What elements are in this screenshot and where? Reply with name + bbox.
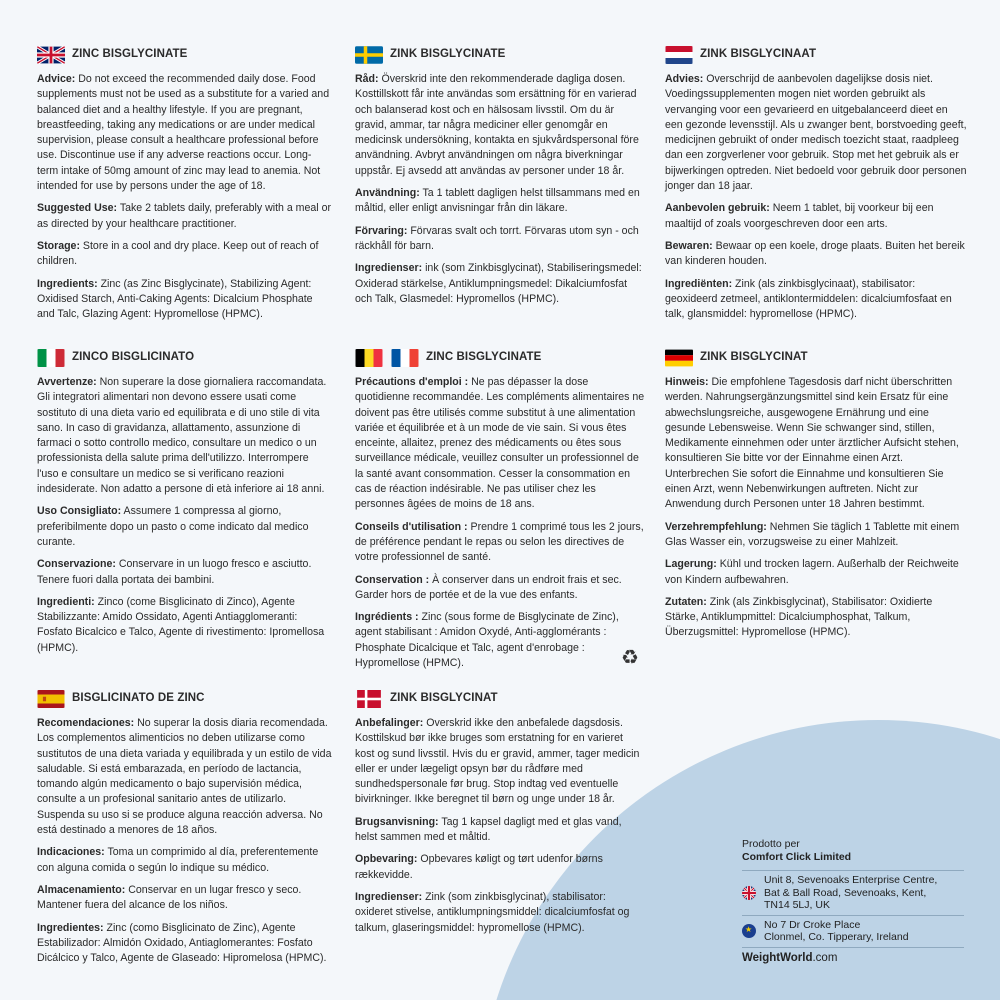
paragraph-text: Overskrid ikke den anbefalede dagsdosis. Kosttilskud bør ikke bruges som erstatning for en varieret kost og sund livsstil. Hvis du er gravid, ammer, tager medicin eller er under lægeligt opsyn bør du rådføre med sundhedspersonale før brug. Stop indtag ved eventuelle bivirkninger. Ikke beregnet til børn og unge under 18 år.: [355, 717, 640, 806]
paragraph-text: Ta 1 tablett dagligen helst tillsammans med en måltid, eller enligt anvisningar från din läkare.: [355, 187, 640, 215]
paragraph-text: Die empfohlene Tagesdosis darf nicht überschritten werden. Nahrungsergänzungsmittel sind kein Ersatz für eine abwechslungsreiche, ausgewogene Ernährung und eine gesunde Lebensweise. Wenn Sie schwanger sind, stillen, Medikamente einnehmen oder unter ärztlicher Aufsicht stehen, konsultieren Sie bitte vor der Einnahme einen Arzt. Unterbrechen Sie sofort die Einnahme und konsultieren Sie einen Arzt, wenn Nebenwirkungen auftreten. Nicht zur Anwendung durch Personen unter 18 Jahren bestimmt.: [665, 376, 959, 511]
paragraph-text: Förvaras svalt och torrt. Förvaras utom syn - och räckhåll för barn.: [355, 224, 639, 252]
panel-paragraph: [665, 557, 967, 588]
panel-spanish: [37, 688, 332, 973]
paragraph-label: Brugsanvisning:: [355, 815, 439, 828]
panel-title: ZINK BISGLYCINAT: [700, 351, 808, 364]
paragraph-label: Anbefalinger:: [355, 717, 424, 729]
panel-paragraph: [665, 520, 967, 551]
belgium-flag-icon: [355, 349, 383, 367]
paragraph-label: Ingrediënten:: [665, 277, 733, 290]
panel-header: [37, 688, 332, 710]
panel-paragraph: [37, 504, 327, 550]
paragraph-text: Nehmen Sie täglich 1 Tablette mit einem Glas Wasser ein, vorzugsweise zu einer Mahlzeit.: [665, 520, 960, 548]
paragraph-text: Neem 1 tablet, bij voorkeur bij een maaltijd of zoals voorgeschreven door een arts.: [665, 202, 934, 230]
uk-address-line: Bat & Ball Road, Sevenoaks, Kent,: [764, 886, 927, 899]
produced-by-label: Prodotto per: [742, 838, 800, 850]
paragraph-label: Verzehrempfehlung:: [665, 520, 767, 533]
uk-flag-icon: [37, 46, 65, 64]
panel-paragraph: [665, 375, 967, 513]
paragraph-text: Do not exceed the recommended daily dose. Food supplements must not be used as a substitute for a varied and balanced diet and a healthy lifestyle. If you are pregnant, breastfeeding, taking any medications or are under medical supervision, please consult a healthcare professional before use. Discontinue use if any adverse reactions occur. Long-term intake of 50mg amount of zinc may lead to anemia. Not intended for use by persons under the age of 18.: [37, 73, 330, 193]
paragraph-label: Användning:: [355, 187, 420, 200]
paragraph-label: Zutaten:: [665, 595, 707, 608]
panel-paragraph: [37, 716, 332, 838]
paragraph-text: Opbevares køligt og tørt udenfor børns rækkevidde.: [355, 853, 603, 881]
panel-paragraph: [355, 261, 643, 307]
panel-title: ZINCO BISGLICINATO: [72, 351, 195, 364]
eu-flag-icon: [742, 919, 764, 944]
paragraph-text: Zink (als Zinkbisglycinat), Stabilisator: Oxidierte Stärke, Antiklumpmittel: Dicalciumphosphat, Talkum, Überzugsmittel: Hypromellose (HPMC).: [665, 595, 933, 639]
panel-paragraph: [355, 716, 643, 808]
panel-header: [355, 347, 645, 369]
manufacturer-block: [742, 838, 964, 964]
paragraph-label: Uso Consigliato:: [37, 505, 122, 518]
paragraph-text: Zink (als zinkbisglycinaat), stabilisator: geoxideerd zetmeel, antiklontermiddelen: dicalciumfosfaat en talk, glansmiddel: hypromellose (HPMC).: [665, 277, 952, 321]
paragraph-text: Conservare in un luogo fresco e asciutto. Tenere fuori dalla portata dei bambini.: [37, 558, 312, 586]
paragraph-label: Précautions d'emploi :: [355, 376, 469, 388]
paragraph-text: Zink (som zinkbisglycinat), stabilisator: oxideret stivelse, antiklumpningsmiddel: dicalciumfosfat og talkum, glaseringsmiddel: hypromellose (HPMC).: [355, 890, 630, 934]
panel-paragraph: [665, 277, 967, 323]
brand-bold: WeightWorld: [742, 951, 813, 964]
paragraph-label: Opbevaring:: [355, 853, 418, 866]
paragraph-label: Almacenamiento:: [37, 883, 126, 896]
paragraph-label: Ingredients:: [37, 277, 98, 290]
paragraph-text: Bewaar op een koele, droge plaats. Buiten het bereik van kinderen houden.: [665, 239, 965, 268]
recycle-bin-person-icon: ♻: [621, 647, 639, 669]
panel-header: [665, 44, 967, 66]
panel-paragraph: [355, 72, 643, 179]
panel-paragraph: [355, 852, 643, 883]
paragraph-label: Recomendaciones:: [37, 717, 135, 729]
panel-paragraph: [37, 239, 332, 270]
paragraph-label: Advies:: [665, 73, 704, 85]
panel-header: [355, 44, 643, 66]
uk-address-line: TN14 5LJ, UK: [764, 899, 830, 911]
panel-danish: [355, 688, 643, 943]
paragraph-label: Ingredientes:: [37, 921, 104, 934]
paragraph-label: Conservazione:: [37, 558, 116, 571]
panel-title: BISGLICINATO DE ZINC: [72, 692, 205, 705]
panel-german: [665, 347, 967, 648]
france-flag-icon: [391, 349, 419, 367]
panel-paragraph: [37, 375, 327, 497]
panel-paragraph: [665, 72, 967, 194]
panel-paragraph: [355, 186, 643, 217]
paragraph-label: Ingredienser:: [355, 890, 423, 903]
paragraph-text: Store in a cool and dry place. Keep out of reach of children.: [37, 239, 319, 268]
panel-dutch: [665, 44, 967, 329]
ie-address-line: No 7 Dr Croke Place: [764, 918, 861, 931]
paragraph-text: Toma un comprimido al día, preferentemente con alguna comida o según lo indique su médico.: [37, 846, 319, 874]
panel-paragraph: [665, 201, 967, 232]
spain-flag-icon: [37, 690, 65, 708]
italy-flag-icon: [37, 349, 65, 367]
paragraph-text: Zinc (as Zinc Bisglycinate), Stabilizing Agent: Oxidised Starch, Anti-Caking Agents: Dicalcium Phosphate and Talc, Glazing Agent: Hypromellose (HPMC).: [37, 277, 313, 321]
paragraph-label: Suggested Use:: [37, 202, 118, 215]
panel-title: ZINK BISGLYCINAT: [390, 692, 498, 705]
uk-address-row: [742, 870, 964, 915]
sweden-flag-icon: [355, 46, 383, 64]
paragraph-label: Råd:: [355, 73, 379, 85]
panel-paragraph: [37, 595, 327, 656]
company-name: Comfort Click Limited: [742, 851, 852, 863]
panel-paragraph: [355, 815, 643, 846]
paragraph-text: No superar la dosis diaria recomendada. Los complementos alimenticios no deben utilizarse como sustitutos de una dieta variada y equilibrada y un estilo de vida saludable. Si está embarazada, en período de lactancia, tomando algún medicamento o bajo supervisión médica, consulte a un profesional sanitario antes de utilizarlo. Suspenda su uso si se produce alguna reacción adversa. No está destinado a menores de 18 años.: [37, 717, 332, 837]
paragraph-text: Zinco (come Bisglicinato di Zinco), Agente Stabilizzante: Amido Ossidato, Agenti Antiagglomeranti: Fosfato Bicalcico e Talco, Agente di rivestimento: Ipromellosa (HPMC).: [37, 595, 325, 654]
paragraph-text: Tag 1 kapsel dagligt med et glas vand, helst sammen med et måltid.: [355, 815, 622, 844]
paragraph-label: Conseils d'utilisation :: [355, 520, 468, 533]
panel-french: [355, 347, 645, 678]
panel-paragraph: [37, 845, 332, 876]
panel-title: ZINC BISGLYCINATE: [426, 351, 542, 364]
paragraph-text: À conserver dans un endroit frais et sec. Garder hors de portée et de la vue des enfants.: [355, 573, 622, 601]
panel-paragraph: [665, 595, 967, 641]
panel-paragraph: [355, 375, 645, 513]
paragraph-text: Prendre 1 comprimé tous les 2 jours, de préférence pendant le repas ou selon les directives de votre professionnel de santé.: [355, 520, 644, 564]
panel-header: [665, 347, 967, 369]
panel-swedish: [355, 44, 643, 314]
panel-paragraph: [355, 573, 645, 604]
brand-name: [742, 947, 964, 964]
paragraph-label: Indicaciones:: [37, 846, 105, 859]
denmark-flag-icon: [355, 690, 383, 708]
panel-paragraph: [37, 557, 327, 588]
brand-suffix: .com: [812, 951, 838, 964]
paragraph-text: Överskrid inte den rekommenderade dagliga dosen. Kosttillskott får inte användas som ersättning för en varierad och balanserad kost och en hälsosam livsstil. Om du är gravid, ammar, tar några mediciner eller genomgår en medicinsk undersökning, kontakta en sjukvårdspersonal före användning. Avbryt användningen om några biverkningar uppstår. Ej avsedd att användas av personer under 18 år.: [355, 73, 639, 177]
paragraph-label: Ingredienti:: [37, 595, 95, 608]
paragraph-text: Take 2 tablets daily, preferably with a meal or as directed by your healthcare practitioner.: [37, 202, 332, 230]
paragraph-text: Assumere 1 compressa al giorno, preferibilmente dopo un pasto o come indicato dal medico curante.: [37, 505, 309, 548]
paragraph-label: Conservation :: [355, 573, 430, 586]
panel-paragraph: [37, 277, 332, 323]
panel-english: [37, 44, 332, 329]
paragraph-label: Storage:: [37, 239, 80, 252]
paragraph-label: Bewaren:: [665, 239, 713, 252]
ie-address-row: [742, 915, 964, 947]
panel-paragraph: [355, 610, 645, 671]
paragraph-label: Ingredienser:: [355, 262, 423, 275]
paragraph-label: Ingrédients :: [355, 611, 419, 624]
panel-paragraph: [355, 890, 643, 936]
paragraph-text: Non superare la dose giornaliera raccomandata. Gli integratori alimentari non devono essere usati come sostituto di una dieta vario ed equilibrata e di uno stile di vita sano. In caso di gravidanza, allattamento, assunzione di farmaci o sotto controllo medico, consultare un medico o un professionista della salute prima dell'utilizzo. Interrompere l'uso e consultare un medico se si verificano reazioni indesiderate. Non adatto a persone di età inferiore ai 18 anni.: [37, 376, 327, 496]
paragraph-text: Conservar en un lugar fresco y seco. Mantener fuera del alcance de los niños.: [37, 883, 302, 912]
paragraph-text: ink (som Zinkbisglycinat), Stabiliseringsmedel: Oxiderad stärkelse, Antiklumpningsmedel: Dikalciumfosfat och Talk, Glasmedel: Hypromellos (HPMC).: [355, 262, 642, 305]
panel-paragraph: [665, 239, 967, 270]
panel-paragraph: [37, 921, 332, 967]
panel-title: ZINC BISGLYCINATE: [72, 48, 188, 61]
ie-address-line: Clonmel, Co. Tipperary, Ireland: [764, 931, 909, 943]
panel-header: [37, 347, 327, 369]
paragraph-label: Lagerung:: [665, 558, 717, 571]
panel-header: [355, 688, 643, 710]
paragraph-text: Kühl und trocken lagern. Außerhalb der Reichweite von Kindern aufbewahren.: [665, 558, 959, 586]
paragraph-label: Aanbevolen gebruik:: [665, 202, 770, 215]
paragraph-text: Zinc (como Bisglicinato de Zinc), Agente Estabilizador: Almidón Oxidado, Antiaglomerantes: Fosfato Dicálcico y Talco, Agente de Glaseado: Hipromelosa (HPMC).: [37, 921, 327, 965]
germany-flag-icon: [665, 349, 693, 367]
panel-title: ZINK BISGLYCINATE: [390, 48, 506, 61]
paragraph-text: Zinc (sous forme de Bisglycinate de Zinc), agent stabilisant : Amidon Oxydé, Anti-agglomérants : Phosphate Dicalcique et Talc, agent d'enrobage : Hypromellose (HPMC).: [355, 611, 619, 670]
paragraph-label: Förvaring:: [355, 224, 408, 237]
panel-paragraph: [37, 883, 332, 914]
panel-paragraph: [37, 201, 332, 232]
paragraph-label: Advice:: [37, 73, 76, 85]
paragraph-text: Overschrijd de aanbevolen dagelijkse dosis niet. Voedingssupplementen mogen niet worden gebruikt als vervanging voor een gevarieerd en uitgebalanceerd dieet en een gezonde levensstijl. Als u zwanger bent, borstvoeding geeft, medicijnen gebruikt of onder medisch toezicht staat, raadpleeg dan een zorgverlener voor gebruik. Stop met het gebruik als er bijwerkingen optreden. Niet bedoeld voor gebruik door personen jonger dan 18 jaar.: [665, 73, 967, 193]
panel-paragraph: [355, 520, 645, 566]
uk-flag-icon: [742, 874, 764, 912]
paragraph-label: Avvertenze:: [37, 376, 97, 388]
panel-title: ZINK BISGLYCINAAT: [700, 48, 817, 61]
panel-paragraph: [37, 72, 332, 194]
uk-address-line: Unit 8, Sevenoaks Enterprise Centre,: [764, 874, 938, 886]
panel-header: [37, 44, 332, 66]
paragraph-text: Ne pas dépasser la dose quotidienne recommandée. Les compléments alimentaires ne doivent pas être utilisés comme substitut à une alimentation variée et équilibrée et à un mode de vie sain. Si vous êtes enceinte, allaitez, prenez des médicaments ou êtes sous surveillance médicale, veuillez consulter un professionnel de la santé avant consommation. Cesser la consommation en cas de réaction indésirable. Ne pas utiliser chez les personnes âgées de moins de 18 ans.: [355, 376, 645, 511]
panel-paragraph: [355, 224, 643, 255]
netherlands-flag-icon: [665, 46, 693, 64]
panel-italian: [37, 347, 327, 663]
paragraph-label: Hinweis:: [665, 376, 709, 388]
